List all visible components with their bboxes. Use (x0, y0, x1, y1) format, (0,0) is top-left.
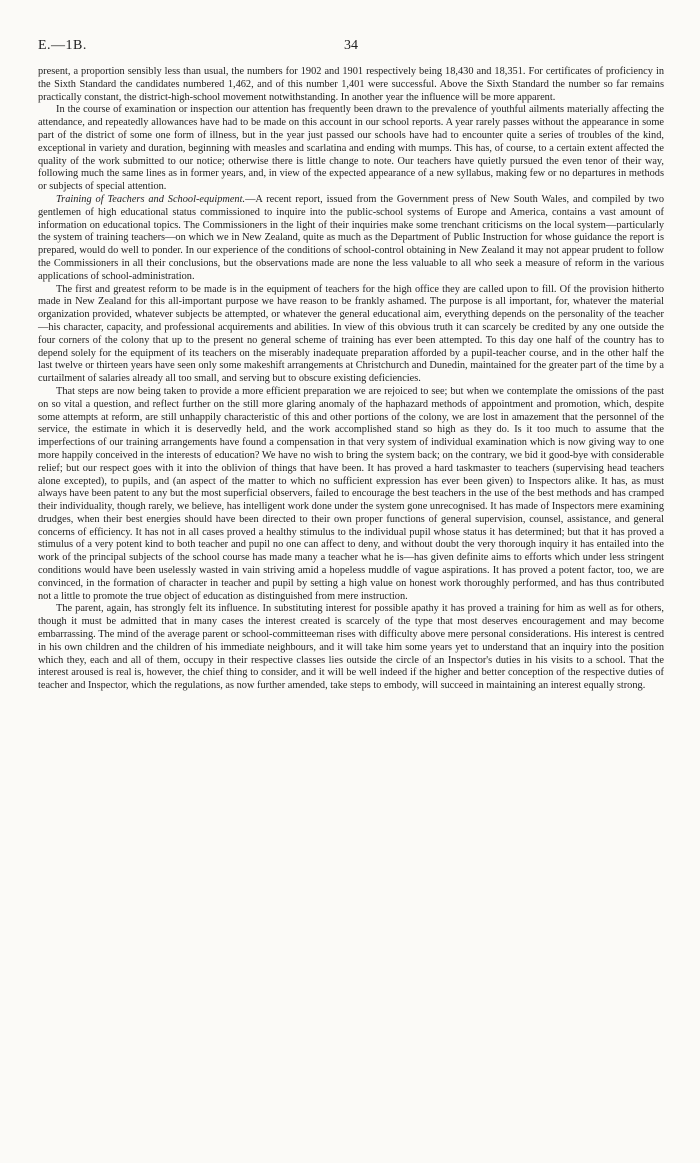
paragraph-2: In the course of examination or inspection our attention has frequently been drawn to the prevalence of youthful ailments materially affecting the attendance, and repeatedly allowances have had to be made on this account in our school reports. A year rarely passes without the appearance in some part of the district of some one form of illness, but in the year just passed our schools have had to encounter quite a series of troubles of the kind, exceptional in variety and duration, beginning with measles and scarlatina and ending with mumps. This has, of course, to a certain extent affected the quality of the work submitted to our notice; otherwise there is little change to note. Our teachers have quietly pursued the even tenor of their way, following much the same lines as in former years, and, in view of the expected appearance of a new syllabus, making few or no departures in methods or subjects of special attention. (38, 104, 664, 193)
paragraph-6: The parent, again, has strongly felt its influence. In substituting interest for possible apathy it has proved a training for him as well as for others, though it must be admitted that in many cases the interest created is scarcely of the type that most deserves encouragement and may become embarrassing. The mind of the average parent or school-committeeman rises with difficulty above mere personal considerations. His interest is centred in his own children and the children of his immediate neighbours, and it will take him some years yet to understand that an inquiry into the position which they, each and all of them, occupy in their respective classes lies outside the circle of an Inspector's duties in his visits to a school. That the interest aroused is real is, however, the chief thing to consider, and it will be well indeed if the higher and better conception of the respective duties of teacher and Inspector, which the regulations, as now further amended, take steps to embody, will succeed in maintaining an interest equally strong. (38, 603, 664, 692)
paragraph-1: present, a proportion sensibly less than usual, the numbers for 1902 and 1901 respectively being 18,430 and 18,351. For certificates of proficiency in the Sixth Standard the candidates numbered 1,462, and of this number 1,401 were successful. Above the Sixth Standard the number so far remains practically constant, the district-high-school movement notwithstanding. In another year the influence will be more apparent. (38, 66, 664, 103)
paragraph-3: Training of Teachers and School-equipment.—A recent report, issued from the Government press of New South Wales, and compiled by two gentlemen of high educational status commissioned to inquire into the public-school systems of Europe and America, contains a vast amount of information on educational topics. The Commissioners in the light of their inquiries make some trenchant criticisms on the local system—particularly the system of training teachers—on which we in New Zealand, quite as much as the Department of Public Instruction for whose guidance the report is prepared, would do well to ponder. In our experience of the conditions of school-control obtaining in New Zealand it may not appear prudent to follow the Commissioners in all their conclusions, but the observations made are none the less valuable to all who seek a measure of reform in the various applications of school-administration. (38, 193, 664, 282)
page-number: 34 (344, 38, 358, 53)
paragraph-4: The first and greatest reform to be made is in the equipment of teachers for the high office they are called upon to fill. Of the provision hitherto made in New Zealand for this all-important purpose we have reason to be frankly ashamed. The purpose is all important, for, whatever the material organization provided, whatever subjects be attempted, or whatever the general educational aim, everything depends on the personality of the teacher—his character, capacity, and professional acquirements and abilities. In view of this obvious truth it can scarcely be credited by any one outside the four corners of the colony that up to the present no general scheme of training has ever been attempted. To this day one half of the country has to depend solely for the equipment of its teachers on the miserably inadequate preparation afforded by a pupil-teacher course, and in the other half the last twelve or thirteen years have seen only some makeshift arrangements at Christchurch and Dunedin, maintained for the greater part of the time by a curtailment of salaries already all too small, and serving but to obscure existing deficiencies. (38, 283, 664, 385)
page-header (38, 38, 664, 60)
section-heading: Training of Teachers and School-equipment. (56, 193, 246, 205)
body-text (38, 66, 664, 693)
document-page (38, 38, 664, 693)
paragraph-5: That steps are now being taken to provide a more efficient preparation we are rejoiced to see; but when we contemplate the omissions of the past on so vital a question, and reflect further on the still more glaring anomaly of the haphazard methods of appointment and promotion, which, despite some attempts at reform, are still unhappily characteristic of this and other portions of the colony, we are lost in amazement that the personnel of the service, the estimate in which it is deservedly held, and the work accomplished stand so high as they do. Is it too much to assume that the imperfections of our training arrangements have found a compensation in that very system of individual examination which is now giving way to one more happily conceived in the interests of education? We have no wish to bring the system back; on the contrary, we bid it good-bye with considerable relief; but our respect goes with it into the oblivion of things that have been. It has proved a hard taskmaster to teachers (supervising head teachers alone excepted), to pupils, and (an aspect of the matter to which no sufficient expression has ever been given) to Inspectors alike. It has, as must always have been patent to any but the most superficial observers, failed to encourage the best teachers in the use of the best methods and has cramped their individuality, though rarely, we believe, has intelligent work done under the system gone unrecognised. It has made of Inspectors mere examining drudges, when their best energies should have been directed to their own proper functions of general supervision, counsel, assistance, and general concerns of efficiency. It has not in all cases proved a healthy stimulus to the individual pupil whose status it has determined; but that it has proved a stimulus of a very potent kind to both teacher and pupil no one can affect to deny, and without doubt the very thorough inquiry it has entailed into the work of the principal subjects of the school course has made many a teacher what he is—has given definite aims to efforts which under less stringent conditions would have been uselessly wasted in vain striving amid a hopeless muddle of vague aspirations. It has proved a potent factor, too, we are convinced, in the formation of character in teacher and pupil by setting a high value on honest work thoroughly performed, and has thus contributed not a little to promote the true object of education as distinguished from mere instruction. (38, 385, 664, 602)
document-code: E.—1B. (38, 38, 87, 53)
